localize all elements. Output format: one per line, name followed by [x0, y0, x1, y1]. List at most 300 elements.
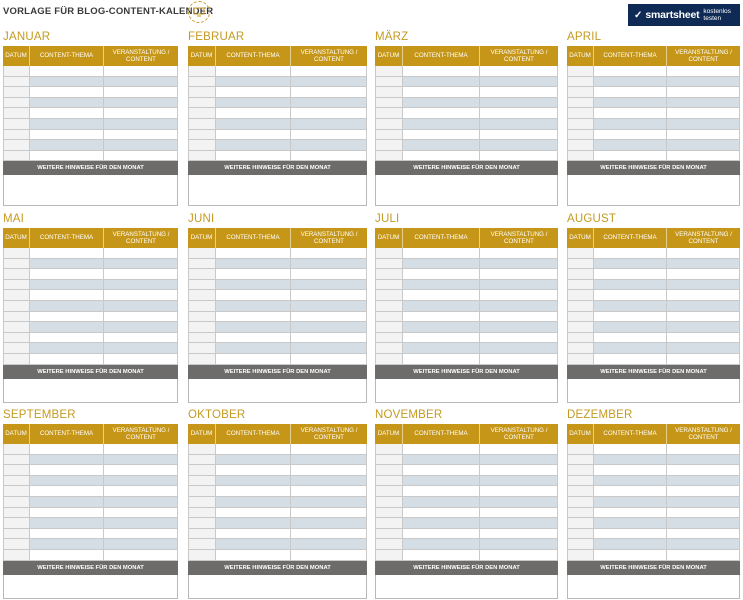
date-cell[interactable] [4, 301, 30, 311]
date-cell[interactable] [189, 444, 216, 454]
topic-cell[interactable] [403, 269, 480, 279]
date-cell[interactable] [568, 354, 594, 364]
date-cell[interactable] [4, 354, 30, 364]
topic-cell[interactable] [216, 550, 291, 560]
event-cell[interactable] [104, 486, 177, 496]
topic-cell[interactable] [30, 140, 104, 150]
event-cell[interactable] [480, 301, 557, 311]
event-cell[interactable] [291, 119, 366, 129]
topic-cell[interactable] [30, 529, 104, 539]
topic-cell[interactable] [216, 354, 291, 364]
event-cell[interactable] [480, 465, 557, 475]
topic-cell[interactable] [403, 87, 480, 97]
topic-cell[interactable] [594, 290, 667, 300]
date-cell[interactable] [4, 66, 30, 76]
topic-cell[interactable] [30, 130, 104, 140]
event-cell[interactable] [291, 465, 366, 475]
topic-cell[interactable] [403, 77, 480, 87]
event-cell[interactable] [104, 269, 177, 279]
event-cell[interactable] [104, 151, 177, 161]
date-cell[interactable] [568, 497, 594, 507]
event-cell[interactable] [104, 290, 177, 300]
topic-cell[interactable] [403, 550, 480, 560]
event-cell[interactable] [480, 259, 557, 269]
event-cell[interactable] [480, 98, 557, 108]
topic-cell[interactable] [594, 486, 667, 496]
event-cell[interactable] [480, 66, 557, 76]
date-cell[interactable] [189, 343, 216, 353]
event-cell[interactable] [480, 140, 557, 150]
date-cell[interactable] [189, 550, 216, 560]
event-cell[interactable] [667, 301, 739, 311]
date-cell[interactable] [376, 508, 403, 518]
event-cell[interactable] [291, 486, 366, 496]
event-cell[interactable] [667, 140, 739, 150]
event-cell[interactable] [667, 455, 739, 465]
date-cell[interactable] [376, 354, 403, 364]
date-cell[interactable] [376, 465, 403, 475]
date-cell[interactable] [376, 518, 403, 528]
date-cell[interactable] [189, 87, 216, 97]
date-cell[interactable] [376, 444, 403, 454]
date-cell[interactable] [376, 87, 403, 97]
topic-cell[interactable] [30, 280, 104, 290]
topic-cell[interactable] [216, 259, 291, 269]
event-cell[interactable] [480, 87, 557, 97]
event-cell[interactable] [480, 77, 557, 87]
topic-cell[interactable] [403, 444, 480, 454]
smartsheet-logo-button[interactable] [628, 4, 740, 26]
topic-cell[interactable] [216, 130, 291, 140]
topic-cell[interactable] [216, 508, 291, 518]
topic-cell[interactable] [30, 290, 104, 300]
topic-cell[interactable] [403, 98, 480, 108]
event-cell[interactable] [667, 529, 739, 539]
event-cell[interactable] [291, 550, 366, 560]
topic-cell[interactable] [594, 119, 667, 129]
date-cell[interactable] [568, 455, 594, 465]
event-cell[interactable] [480, 529, 557, 539]
topic-cell[interactable] [216, 476, 291, 486]
date-cell[interactable] [189, 476, 216, 486]
event-cell[interactable] [291, 539, 366, 549]
topic-cell[interactable] [30, 518, 104, 528]
date-cell[interactable] [4, 290, 30, 300]
topic-cell[interactable] [30, 248, 104, 258]
topic-cell[interactable] [594, 140, 667, 150]
event-cell[interactable] [291, 529, 366, 539]
event-cell[interactable] [104, 259, 177, 269]
notes-field[interactable] [3, 379, 178, 403]
event-cell[interactable] [291, 66, 366, 76]
event-cell[interactable] [480, 290, 557, 300]
notes-field[interactable] [188, 575, 367, 599]
date-cell[interactable] [568, 518, 594, 528]
topic-cell[interactable] [594, 539, 667, 549]
date-cell[interactable] [4, 508, 30, 518]
topic-cell[interactable] [30, 465, 104, 475]
topic-cell[interactable] [216, 333, 291, 343]
notes-field[interactable] [3, 575, 178, 599]
topic-cell[interactable] [403, 108, 480, 118]
date-cell[interactable] [4, 140, 30, 150]
event-cell[interactable] [291, 455, 366, 465]
event-cell[interactable] [291, 508, 366, 518]
topic-cell[interactable] [594, 333, 667, 343]
topic-cell[interactable] [216, 280, 291, 290]
event-cell[interactable] [667, 259, 739, 269]
topic-cell[interactable] [216, 465, 291, 475]
date-cell[interactable] [376, 98, 403, 108]
topic-cell[interactable] [30, 108, 104, 118]
topic-cell[interactable] [30, 301, 104, 311]
date-cell[interactable] [376, 550, 403, 560]
notes-field[interactable] [567, 175, 740, 206]
date-cell[interactable] [189, 333, 216, 343]
topic-cell[interactable] [594, 248, 667, 258]
topic-cell[interactable] [403, 119, 480, 129]
event-cell[interactable] [667, 108, 739, 118]
date-cell[interactable] [189, 98, 216, 108]
topic-cell[interactable] [594, 108, 667, 118]
date-cell[interactable] [376, 130, 403, 140]
event-cell[interactable] [667, 539, 739, 549]
topic-cell[interactable] [30, 508, 104, 518]
date-cell[interactable] [376, 269, 403, 279]
topic-cell[interactable] [594, 343, 667, 353]
event-cell[interactable] [667, 518, 739, 528]
topic-cell[interactable] [30, 77, 104, 87]
event-cell[interactable] [480, 333, 557, 343]
date-cell[interactable] [189, 486, 216, 496]
event-cell[interactable] [104, 140, 177, 150]
topic-cell[interactable] [594, 444, 667, 454]
event-cell[interactable] [104, 497, 177, 507]
date-cell[interactable] [4, 465, 30, 475]
date-cell[interactable] [568, 151, 594, 161]
event-cell[interactable] [104, 465, 177, 475]
topic-cell[interactable] [216, 290, 291, 300]
event-cell[interactable] [104, 130, 177, 140]
event-cell[interactable] [291, 518, 366, 528]
date-cell[interactable] [4, 259, 30, 269]
topic-cell[interactable] [403, 248, 480, 258]
date-cell[interactable] [568, 550, 594, 560]
event-cell[interactable] [291, 98, 366, 108]
event-cell[interactable] [291, 140, 366, 150]
date-cell[interactable] [4, 87, 30, 97]
event-cell[interactable] [104, 301, 177, 311]
topic-cell[interactable] [403, 343, 480, 353]
notes-field[interactable] [188, 379, 367, 403]
topic-cell[interactable] [594, 455, 667, 465]
topic-cell[interactable] [403, 312, 480, 322]
date-cell[interactable] [568, 98, 594, 108]
topic-cell[interactable] [594, 550, 667, 560]
event-cell[interactable] [480, 130, 557, 140]
event-cell[interactable] [667, 476, 739, 486]
date-cell[interactable] [376, 77, 403, 87]
topic-cell[interactable] [594, 529, 667, 539]
topic-cell[interactable] [216, 455, 291, 465]
date-cell[interactable] [189, 130, 216, 140]
date-cell[interactable] [568, 66, 594, 76]
topic-cell[interactable] [594, 280, 667, 290]
event-cell[interactable] [480, 119, 557, 129]
topic-cell[interactable] [594, 269, 667, 279]
topic-cell[interactable] [403, 259, 480, 269]
event-cell[interactable] [104, 529, 177, 539]
date-cell[interactable] [376, 343, 403, 353]
date-cell[interactable] [568, 508, 594, 518]
date-cell[interactable] [376, 151, 403, 161]
topic-cell[interactable] [216, 539, 291, 549]
date-cell[interactable] [4, 550, 30, 560]
topic-cell[interactable] [594, 465, 667, 475]
event-cell[interactable] [104, 248, 177, 258]
topic-cell[interactable] [216, 312, 291, 322]
date-cell[interactable] [4, 539, 30, 549]
date-cell[interactable] [189, 312, 216, 322]
event-cell[interactable] [104, 476, 177, 486]
date-cell[interactable] [189, 465, 216, 475]
date-cell[interactable] [376, 248, 403, 258]
event-cell[interactable] [291, 151, 366, 161]
event-cell[interactable] [667, 486, 739, 496]
event-cell[interactable] [480, 550, 557, 560]
date-cell[interactable] [4, 486, 30, 496]
topic-cell[interactable] [30, 312, 104, 322]
date-cell[interactable] [4, 333, 30, 343]
date-cell[interactable] [376, 140, 403, 150]
event-cell[interactable] [291, 333, 366, 343]
date-cell[interactable] [189, 455, 216, 465]
event-cell[interactable] [667, 269, 739, 279]
topic-cell[interactable] [403, 497, 480, 507]
date-cell[interactable] [376, 333, 403, 343]
date-cell[interactable] [189, 119, 216, 129]
event-cell[interactable] [291, 476, 366, 486]
date-cell[interactable] [4, 108, 30, 118]
topic-cell[interactable] [594, 98, 667, 108]
topic-cell[interactable] [594, 151, 667, 161]
date-cell[interactable] [568, 333, 594, 343]
event-cell[interactable] [291, 354, 366, 364]
event-cell[interactable] [667, 290, 739, 300]
topic-cell[interactable] [594, 66, 667, 76]
topic-cell[interactable] [30, 269, 104, 279]
event-cell[interactable] [667, 130, 739, 140]
topic-cell[interactable] [30, 497, 104, 507]
topic-cell[interactable] [594, 518, 667, 528]
date-cell[interactable] [4, 269, 30, 279]
date-cell[interactable] [568, 290, 594, 300]
event-cell[interactable] [104, 119, 177, 129]
event-cell[interactable] [667, 151, 739, 161]
date-cell[interactable] [568, 486, 594, 496]
event-cell[interactable] [667, 354, 739, 364]
date-cell[interactable] [189, 140, 216, 150]
topic-cell[interactable] [30, 486, 104, 496]
date-cell[interactable] [4, 151, 30, 161]
topic-cell[interactable] [403, 476, 480, 486]
date-cell[interactable] [568, 140, 594, 150]
event-cell[interactable] [291, 322, 366, 332]
date-cell[interactable] [376, 539, 403, 549]
date-cell[interactable] [189, 354, 216, 364]
date-cell[interactable] [376, 301, 403, 311]
date-cell[interactable] [4, 343, 30, 353]
topic-cell[interactable] [30, 455, 104, 465]
event-cell[interactable] [480, 476, 557, 486]
event-cell[interactable] [104, 444, 177, 454]
event-cell[interactable] [667, 77, 739, 87]
topic-cell[interactable] [30, 476, 104, 486]
date-cell[interactable] [568, 476, 594, 486]
topic-cell[interactable] [30, 343, 104, 353]
notes-field[interactable] [567, 379, 740, 403]
topic-cell[interactable] [403, 455, 480, 465]
date-cell[interactable] [4, 130, 30, 140]
event-cell[interactable] [104, 108, 177, 118]
event-cell[interactable] [104, 333, 177, 343]
date-cell[interactable] [189, 269, 216, 279]
date-cell[interactable] [376, 312, 403, 322]
date-cell[interactable] [568, 119, 594, 129]
date-cell[interactable] [568, 77, 594, 87]
event-cell[interactable] [291, 77, 366, 87]
date-cell[interactable] [189, 248, 216, 258]
date-cell[interactable] [376, 66, 403, 76]
topic-cell[interactable] [403, 290, 480, 300]
date-cell[interactable] [568, 248, 594, 258]
topic-cell[interactable] [594, 301, 667, 311]
date-cell[interactable] [4, 444, 30, 454]
date-cell[interactable] [4, 312, 30, 322]
event-cell[interactable] [480, 518, 557, 528]
topic-cell[interactable] [403, 539, 480, 549]
topic-cell[interactable] [594, 87, 667, 97]
date-cell[interactable] [189, 539, 216, 549]
date-cell[interactable] [189, 508, 216, 518]
date-cell[interactable] [376, 290, 403, 300]
date-cell[interactable] [376, 486, 403, 496]
event-cell[interactable] [104, 77, 177, 87]
date-cell[interactable] [568, 108, 594, 118]
event-cell[interactable] [667, 465, 739, 475]
topic-cell[interactable] [403, 529, 480, 539]
topic-cell[interactable] [594, 354, 667, 364]
date-cell[interactable] [568, 539, 594, 549]
topic-cell[interactable] [594, 312, 667, 322]
topic-cell[interactable] [30, 333, 104, 343]
topic-cell[interactable] [216, 77, 291, 87]
event-cell[interactable] [667, 87, 739, 97]
event-cell[interactable] [104, 354, 177, 364]
topic-cell[interactable] [30, 151, 104, 161]
date-cell[interactable] [568, 259, 594, 269]
event-cell[interactable] [667, 66, 739, 76]
topic-cell[interactable] [403, 508, 480, 518]
topic-cell[interactable] [216, 87, 291, 97]
event-cell[interactable] [291, 444, 366, 454]
event-cell[interactable] [480, 497, 557, 507]
topic-cell[interactable] [594, 130, 667, 140]
event-cell[interactable] [480, 108, 557, 118]
topic-cell[interactable] [594, 497, 667, 507]
event-cell[interactable] [291, 87, 366, 97]
topic-cell[interactable] [216, 151, 291, 161]
topic-cell[interactable] [403, 151, 480, 161]
event-cell[interactable] [104, 322, 177, 332]
topic-cell[interactable] [594, 476, 667, 486]
event-cell[interactable] [104, 280, 177, 290]
topic-cell[interactable] [30, 539, 104, 549]
topic-cell[interactable] [30, 444, 104, 454]
date-cell[interactable] [4, 77, 30, 87]
topic-cell[interactable] [403, 333, 480, 343]
date-cell[interactable] [189, 497, 216, 507]
date-cell[interactable] [568, 130, 594, 140]
topic-cell[interactable] [216, 529, 291, 539]
event-cell[interactable] [480, 151, 557, 161]
date-cell[interactable] [189, 259, 216, 269]
topic-cell[interactable] [403, 280, 480, 290]
topic-cell[interactable] [216, 108, 291, 118]
topic-cell[interactable] [403, 518, 480, 528]
notes-field[interactable] [375, 379, 558, 403]
date-cell[interactable] [568, 322, 594, 332]
event-cell[interactable] [104, 455, 177, 465]
date-cell[interactable] [376, 322, 403, 332]
date-cell[interactable] [376, 259, 403, 269]
date-cell[interactable] [4, 248, 30, 258]
date-cell[interactable] [568, 280, 594, 290]
event-cell[interactable] [480, 444, 557, 454]
date-cell[interactable] [4, 119, 30, 129]
date-cell[interactable] [189, 66, 216, 76]
topic-cell[interactable] [30, 119, 104, 129]
event-cell[interactable] [104, 312, 177, 322]
topic-cell[interactable] [403, 66, 480, 76]
topic-cell[interactable] [403, 130, 480, 140]
event-cell[interactable] [480, 354, 557, 364]
event-cell[interactable] [104, 518, 177, 528]
event-cell[interactable] [480, 248, 557, 258]
event-cell[interactable] [667, 333, 739, 343]
event-cell[interactable] [667, 508, 739, 518]
event-cell[interactable] [291, 130, 366, 140]
event-cell[interactable] [480, 312, 557, 322]
date-cell[interactable] [189, 108, 216, 118]
date-cell[interactable] [376, 497, 403, 507]
date-cell[interactable] [4, 529, 30, 539]
notes-field[interactable] [188, 175, 367, 206]
event-cell[interactable] [291, 280, 366, 290]
date-cell[interactable] [189, 518, 216, 528]
date-cell[interactable] [4, 518, 30, 528]
notes-field[interactable] [3, 175, 178, 206]
topic-cell[interactable] [216, 518, 291, 528]
date-cell[interactable] [189, 529, 216, 539]
date-cell[interactable] [4, 322, 30, 332]
topic-cell[interactable] [30, 66, 104, 76]
topic-cell[interactable] [403, 301, 480, 311]
topic-cell[interactable] [216, 497, 291, 507]
topic-cell[interactable] [403, 465, 480, 475]
topic-cell[interactable] [403, 140, 480, 150]
topic-cell[interactable] [216, 248, 291, 258]
